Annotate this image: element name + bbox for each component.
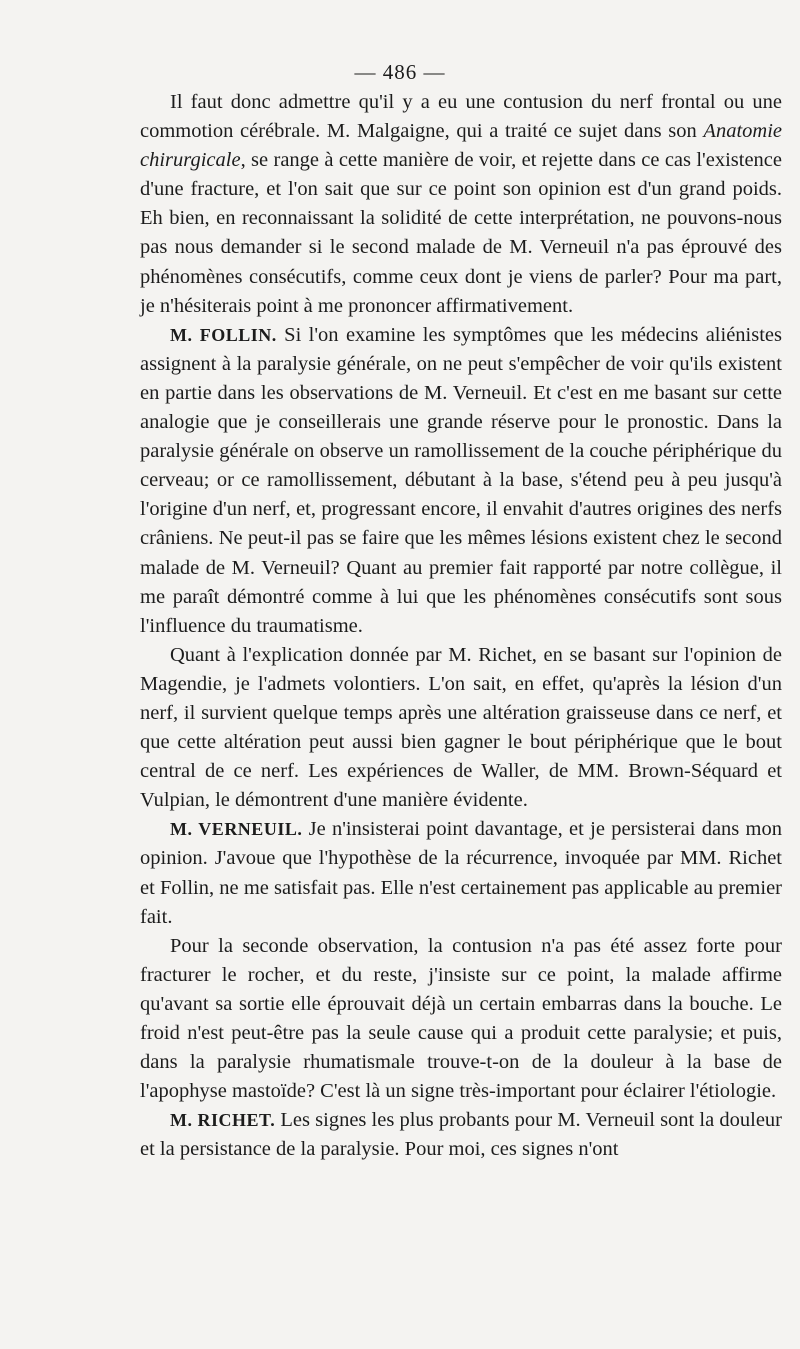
- paragraph-1: [140, 88, 782, 321]
- paragraph-1-text-continued: , se range à cette manière de voir, et rejette dans ce cas l'existence d'une fracture, et l'on sait que sur ce point son opinion est d'un grand poids. Eh bien, en reconnaissant la solidité de cette interprétation, ne pouvons-nous pas nous demander si le second malade de M. Verneuil n'a pas éprouvé des phénomènes consécutifs, comme ceux dont je viens de parler? Pour ma part, je n'hésiterais point à me prononcer affirmativement.: [140, 149, 782, 317]
- speaker-follin: M. FOLLIN.: [170, 324, 277, 345]
- paragraph-5: [140, 932, 782, 1107]
- paragraph-6: [140, 1106, 782, 1164]
- paragraph-4-text: Je n'insisterai point davantage, et je persisterai dans mon opinion. J'avoue que l'hypothèse de la récurrence, invoquée par MM. Richet et Follin, ne me satisfait pas. Elle n'est certainement pas applicable au premier fait.: [140, 818, 782, 928]
- speaker-verneuil: M. VERNEUIL.: [170, 819, 303, 840]
- paragraph-6-text: Les signes les plus probants pour M. Verneuil sont la douleur et la persistance de la paralysie. Pour moi, ces signes n'ont: [140, 1109, 782, 1161]
- paragraph-5-text: Pour la seconde observation, la contusion n'a pas été assez forte pour fracturer le rocher, et du reste, j'insiste sur ce point, la malade affirme qu'avant sa sortie elle éprouvait déjà un certain embarras dans la bouche. Le froid n'est peut-être pas la seule cause qui a produit cette paralysie; et puis, dans la paralysie rhumatismale trouve-t-on de la douleur à la base de l'apophyse mastoïde? C'est là un signe très-important pour éclairer l'étiologie.: [140, 934, 782, 1103]
- paragraph-3: [140, 641, 782, 816]
- paragraph-3-text: Quant à l'explication donnée par M. Richet, en se basant sur l'opinion de Magendie, je l'admets volontiers. L'on sait, en effet, qu'après la lésion d'un nerf, il survient quelque temps après une altération graisseuse dans ce nerf, et que cette altération peut aussi bien gagner le bout périphérique que le bout central de ce nerf. Les expériences de Waller, de MM. Brown-Séquard et Vulpian, le démontrent d'une manière évidente.: [140, 643, 782, 812]
- body-text: [140, 88, 782, 1164]
- paragraph-1-text: Il faut donc admettre qu'il y a eu une contusion du nerf frontal ou une commotion cérébrale. M. Malgaigne, qui a traité ce sujet dans son: [140, 91, 782, 143]
- speaker-richet: M. RICHET.: [170, 1110, 276, 1131]
- paragraph-2: [140, 321, 782, 641]
- page-number: — 486 —: [354, 60, 446, 84]
- book-title-italic: Anatomie chirurgicale: [140, 120, 782, 172]
- paragraph-2-text: Si l'on examine les symptômes que les médecins aliénistes assignent à la paralysie générale, on ne peut s'empêcher de voir qu'ils existent en partie dans les observations de M. Verneuil. Et c'est en me basant sur cette analogie que je conseillerais une grande réserve pour le pronostic. Dans la paralysie générale on observe un ramollissement de la couche périphérique du cerveau; or ce ramollissement, débutant à la base, s'étend peu à peu jusqu'à l'origine d'un nerf, et, progressant encore, il envahit d'autres origines des nerfs crâniens. Ne peut-il pas se faire que les mêmes lésions existent chez le second malade de M. Verneuil? Quant au premier fait rapporté par notre collègue, il me paraît démontré comme à lui que les phénomènes consécutifs sont sous l'influence du traumatisme.: [140, 323, 782, 637]
- paragraph-4: [140, 815, 782, 931]
